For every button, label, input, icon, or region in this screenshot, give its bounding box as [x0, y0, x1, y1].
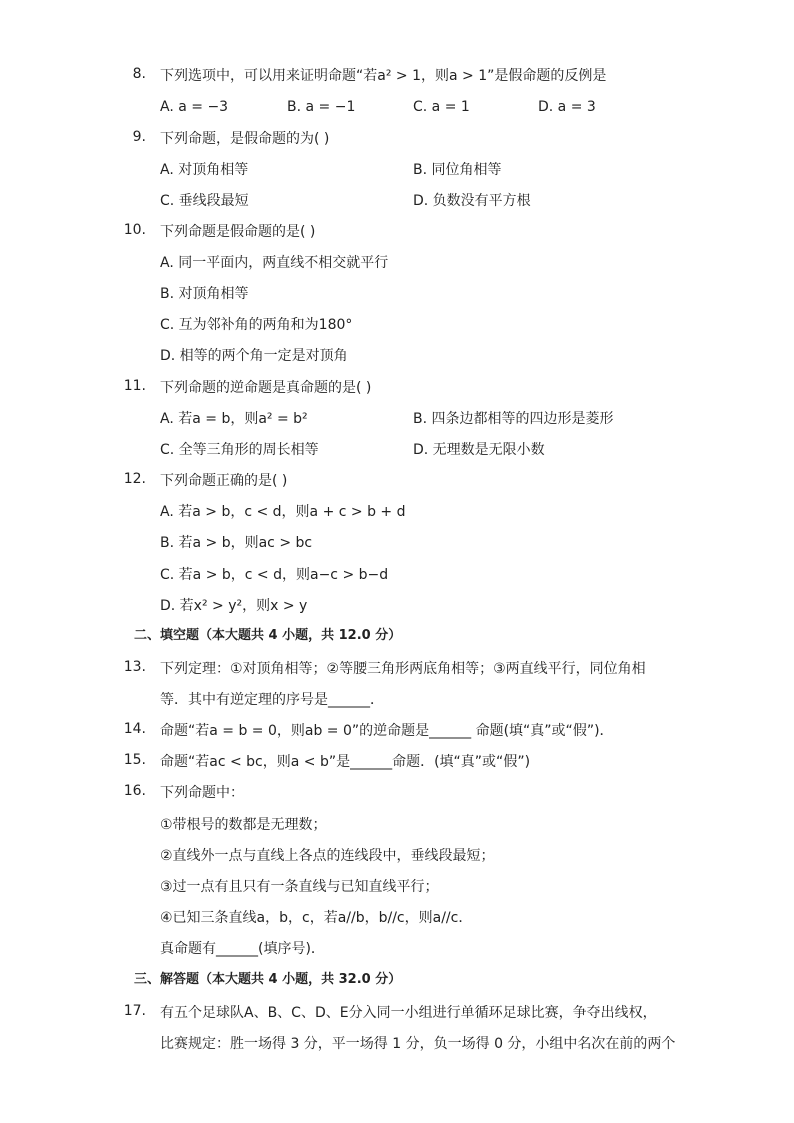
question-stem: 下列选项中，可以用来证明命题“若a² > 1，则a > 1”是假命题的反例是: [160, 68, 607, 84]
option-a: A. 若a > b，c < d，则a + c > b + d: [160, 504, 406, 520]
question-stem: 下列命题的逆命题是真命题的是( ): [160, 380, 372, 396]
question-text: 下列定理：①对顶角相等；②等腰三角形两底角相等；③两直线平行，同位角相: [160, 661, 646, 677]
option-d: D. a = 3: [538, 99, 596, 115]
option-c: C. 垂线段最短: [160, 193, 249, 209]
question-text: 比赛规定：胜一场得 3 分，平一场得 1 分，负一场得 0 分，小组中名次在前的两个: [160, 1036, 676, 1052]
question-text: 下列命题中：: [160, 785, 244, 801]
option-b: B. 四条边都相等的四边形是菱形: [413, 411, 614, 427]
option-b: B. 若a > b，则ac > bc: [160, 535, 313, 551]
list-item: ④已知三条直线a，b，c，若a//b，b//c，则a//c．: [160, 910, 473, 926]
option-c: C. a = 1: [413, 99, 470, 115]
question-stem: 下列命题正确的是( ): [160, 473, 288, 489]
option-d: D. 负数没有平方根: [413, 193, 531, 209]
question-number: 9.: [132, 129, 146, 145]
question-text: 命题“若ac < bc，则a < b”是______命题．(填“真”或“假”): [160, 754, 531, 770]
question-number: 12.: [123, 471, 146, 487]
question-number: 13.: [123, 659, 146, 675]
option-c: C. 全等三角形的周长相等: [160, 442, 319, 458]
option-d: D. 无理数是无限小数: [413, 442, 545, 458]
question-stem: 下列命题是假命题的是( ): [160, 224, 316, 240]
list-item: ①带根号的数都是无理数；: [160, 817, 327, 833]
question-number: 15.: [123, 752, 146, 768]
question-number: 14.: [123, 721, 146, 737]
list-item: ③过一点有且只有一条直线与已知直线平行；: [160, 879, 439, 895]
option-a: A. 对顶角相等: [160, 162, 249, 178]
option-d: D. 若x² > y²，则x > y: [160, 598, 308, 614]
question-number: 8.: [132, 66, 146, 82]
option-c: C. 若a > b，c < d，则a−c > b−d: [160, 567, 389, 583]
option-b: B. 同位角相等: [413, 162, 502, 178]
option-b: B. a = −1: [287, 99, 356, 115]
question-number: 16.: [123, 783, 146, 799]
option-a: A. 若a = b，则a² = b²: [160, 411, 308, 427]
option-b: B. 对顶角相等: [160, 286, 249, 302]
option-d: D. 相等的两个角一定是对顶角: [160, 348, 348, 364]
question-text: 命题“若a = b = 0，则ab = 0”的逆命题是______ 命题(填“真”或“假”)．: [160, 723, 614, 739]
option-a: A. a = −3: [160, 99, 229, 115]
question-text: 有五个足球队A、B、C、D、E分入同一小组进行单循环足球比赛，争夺出线权，: [160, 1005, 657, 1021]
question-text: 等．其中有逆定理的序号是______．: [160, 692, 384, 708]
question-number: 17.: [123, 1003, 146, 1019]
section-heading: 三、解答题（本大题共 4 小题，共 32.0 分）: [134, 972, 402, 987]
section-heading: 二、填空题（本大题共 4 小题，共 12.0 分）: [134, 628, 402, 643]
option-a: A. 同一平面内，两直线不相交就平行: [160, 255, 389, 271]
list-item: ②直线外一点与直线上各点的连线段中，垂线段最短；: [160, 848, 495, 864]
question-number: 11.: [123, 378, 146, 394]
question-number: 10.: [123, 222, 146, 238]
option-c: C. 互为邻补角的两角和为180°: [160, 317, 353, 333]
question-stem: 下列命题，是假命题的为( ): [160, 131, 330, 147]
question-text: 真命题有______(填序号)．: [160, 941, 325, 957]
